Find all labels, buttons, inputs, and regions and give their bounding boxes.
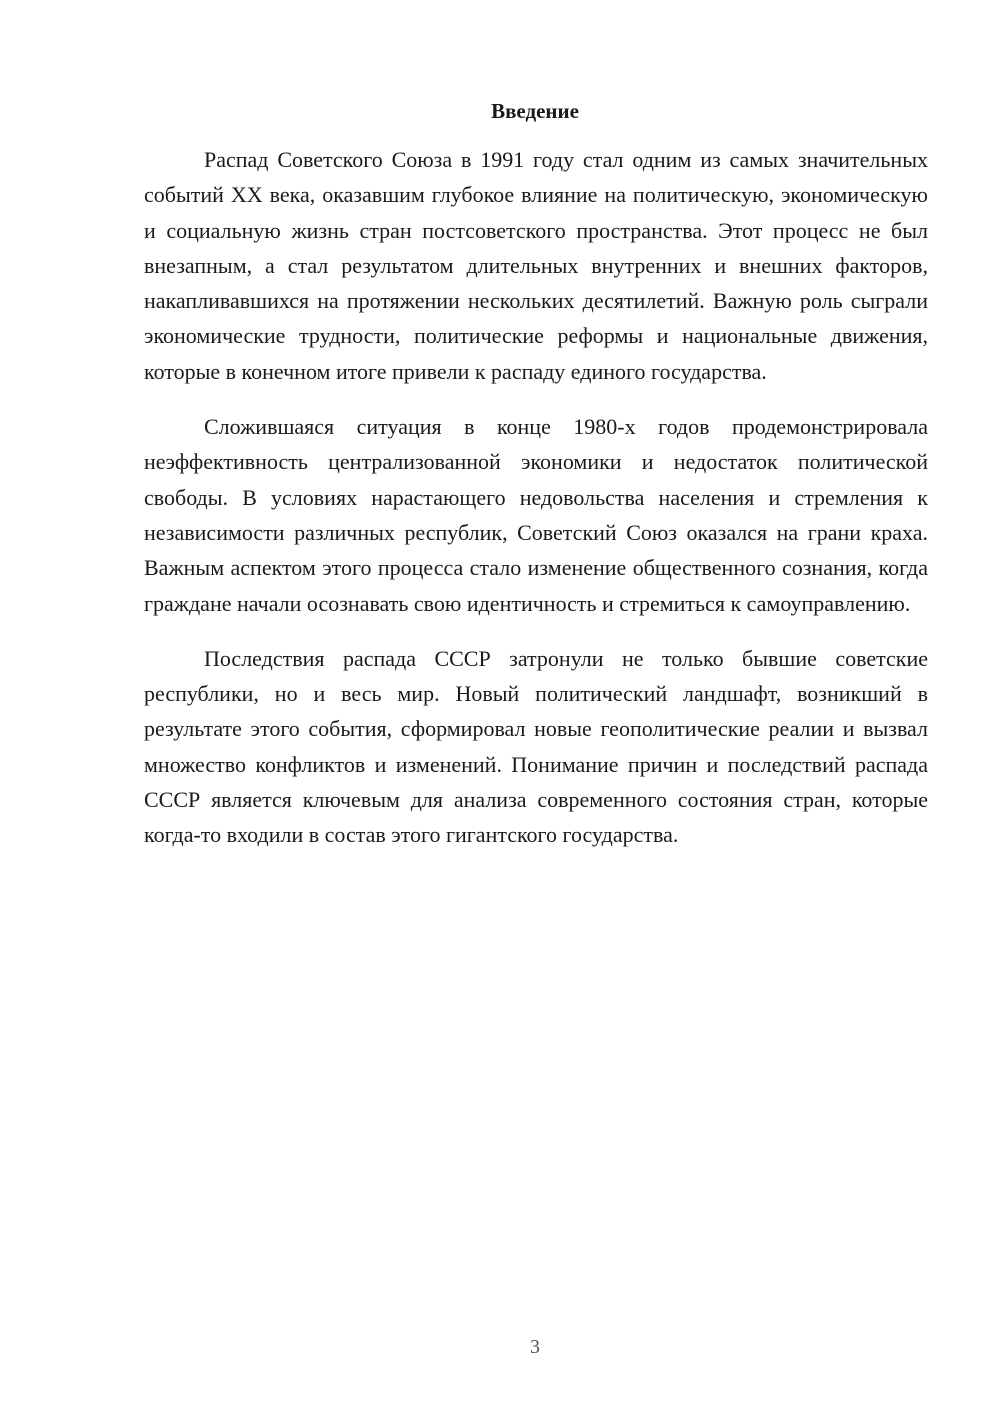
section-title: Введение [491, 99, 579, 123]
paragraph-1: Распад Советского Союза в 1991 году стал одним из самых значительных событий XX века, оказавшим глубокое влияние на политическую, экономическую и социальную жизнь стран постсоветского пространства. Этот процесс не был внезапным, а стал результатом длительных внутренних и внешних факторов, накапливавшихся на протяжении нескольких десятилетий. Важную роль сыграли экономические трудности, политические реформы и национальные движения, которые в конечном итоге привели к распаду единого государства. [144, 147, 928, 384]
paragraph-3: Последствия распада СССР затронули не только бывшие советские республики, но и весь мир. Новый политический ландшафт, возникший в результате этого события, сформировал новые геополитические реалии и вызвал множество конфликтов и изменений. Понимание причин и последствий распада СССР является ключевым для анализа современного состояния стран, которые когда-то входили в состав этого гигантского государства. [144, 645, 928, 848]
body-text [144, 142, 928, 873]
page-number: 3 [530, 1336, 540, 1358]
paragraph-2: Сложившаяся ситуация в конце 1980-х годов продемонстрировала неэффективность централизованной экономики и недостаток политической свободы. В условиях нарастающего недовольства населения и стремления к независимости различных республик, Советский Союз оказался на грани краха. Важным аспектом этого процесса стало изменение общественного сознания, когда граждане начали осознавать свою идентичность и стремиться к самоуправлению. [144, 414, 928, 616]
